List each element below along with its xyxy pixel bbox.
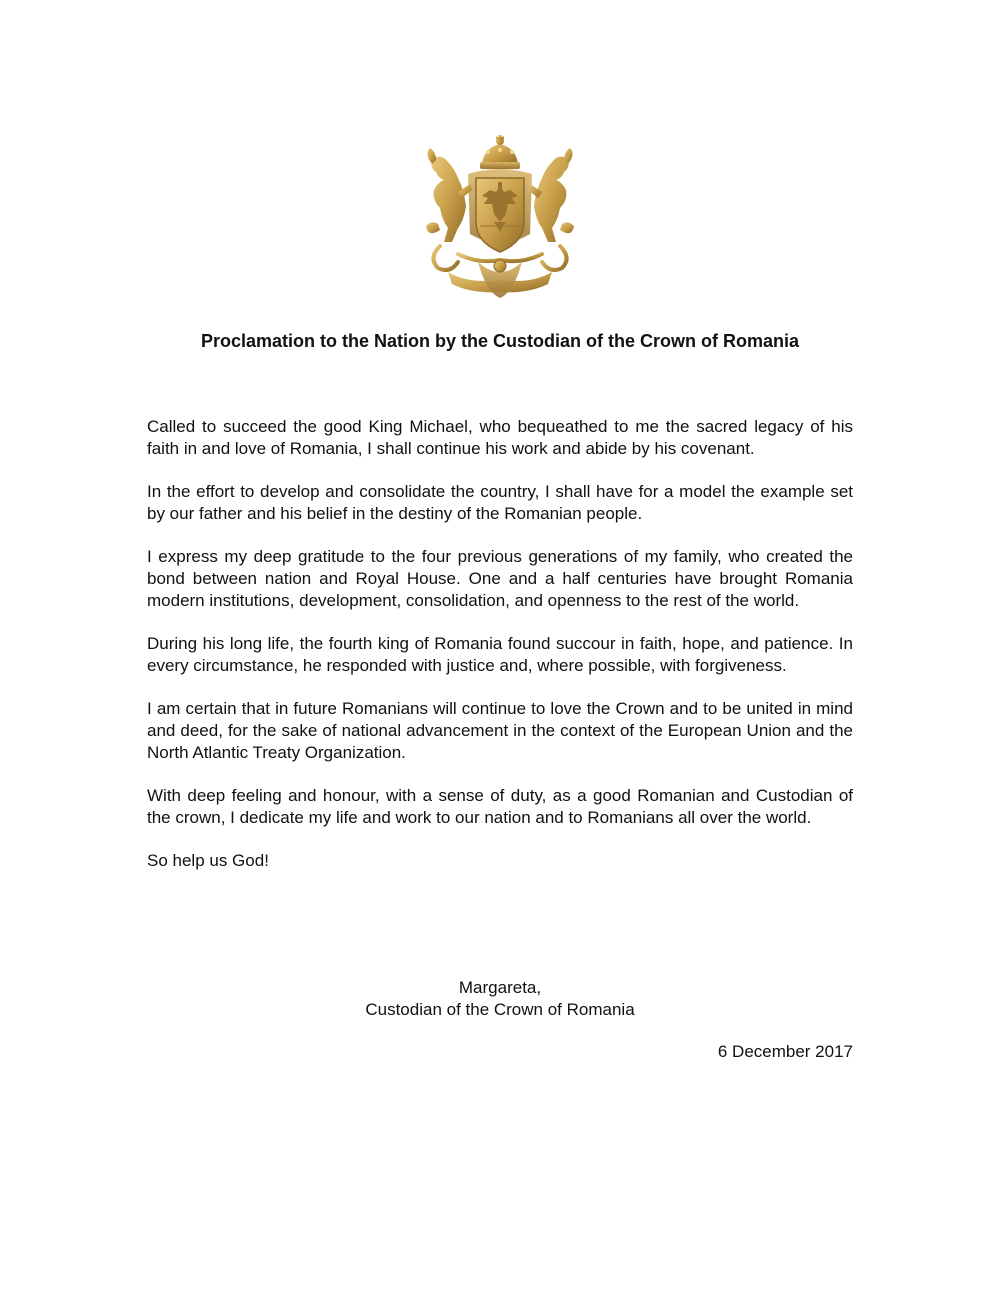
document-title: Proclamation to the Nation by the Custodian of the Crown of Romania [200,331,800,351]
closing-line: So help us God! [147,851,269,870]
paragraph: During his long life, the fourth king of Romania found succour in faith, hope, and patience. In every circumstance, he responded with justice and, where possible, with forgiveness. [147,634,853,675]
document-date: 6 December 2017 [717,1042,853,1061]
proclamation-body [147,416,853,893]
paragraph: Called to succeed the good King Michael, who bequeathed to me the sacred legacy of his faith in and love of Romania, I shall continue his work and abide by his covenant. [147,417,853,458]
signatory-role: Custodian of the Crown of Romania [365,1000,635,1019]
signatory-name: Margareta, [458,978,542,997]
crown-icon [480,135,520,169]
paragraph: I am certain that in future Romanians will continue to love the Crown and to be united in mind and deed, for the sake of national advancement in the context of the European Union and the North Atlantic Treaty Organization. [147,699,853,762]
paragraph: I express my deep gratitude to the four previous generations of my family, who created the bond between nation and Royal House. One and a half centuries have brought Romania modern institutions, development, consolidation, and openness to the rest of the world. [147,547,853,610]
paragraph: With deep feeling and honour, with a sense of duty, as a good Romanian and Custodian of the crown, I dedicate my life and work to our nation and to Romanians all over the world. [147,786,853,827]
left-lion-icon [426,148,472,242]
right-lion-icon [528,148,574,242]
signature-block [0,977,1000,1021]
royal-coat-of-arms-icon [418,134,582,300]
paragraph: In the effort to develop and consolidate the country, I shall have for a model the example set by our father and his belief in the destiny of the Romanian people. [147,482,853,523]
